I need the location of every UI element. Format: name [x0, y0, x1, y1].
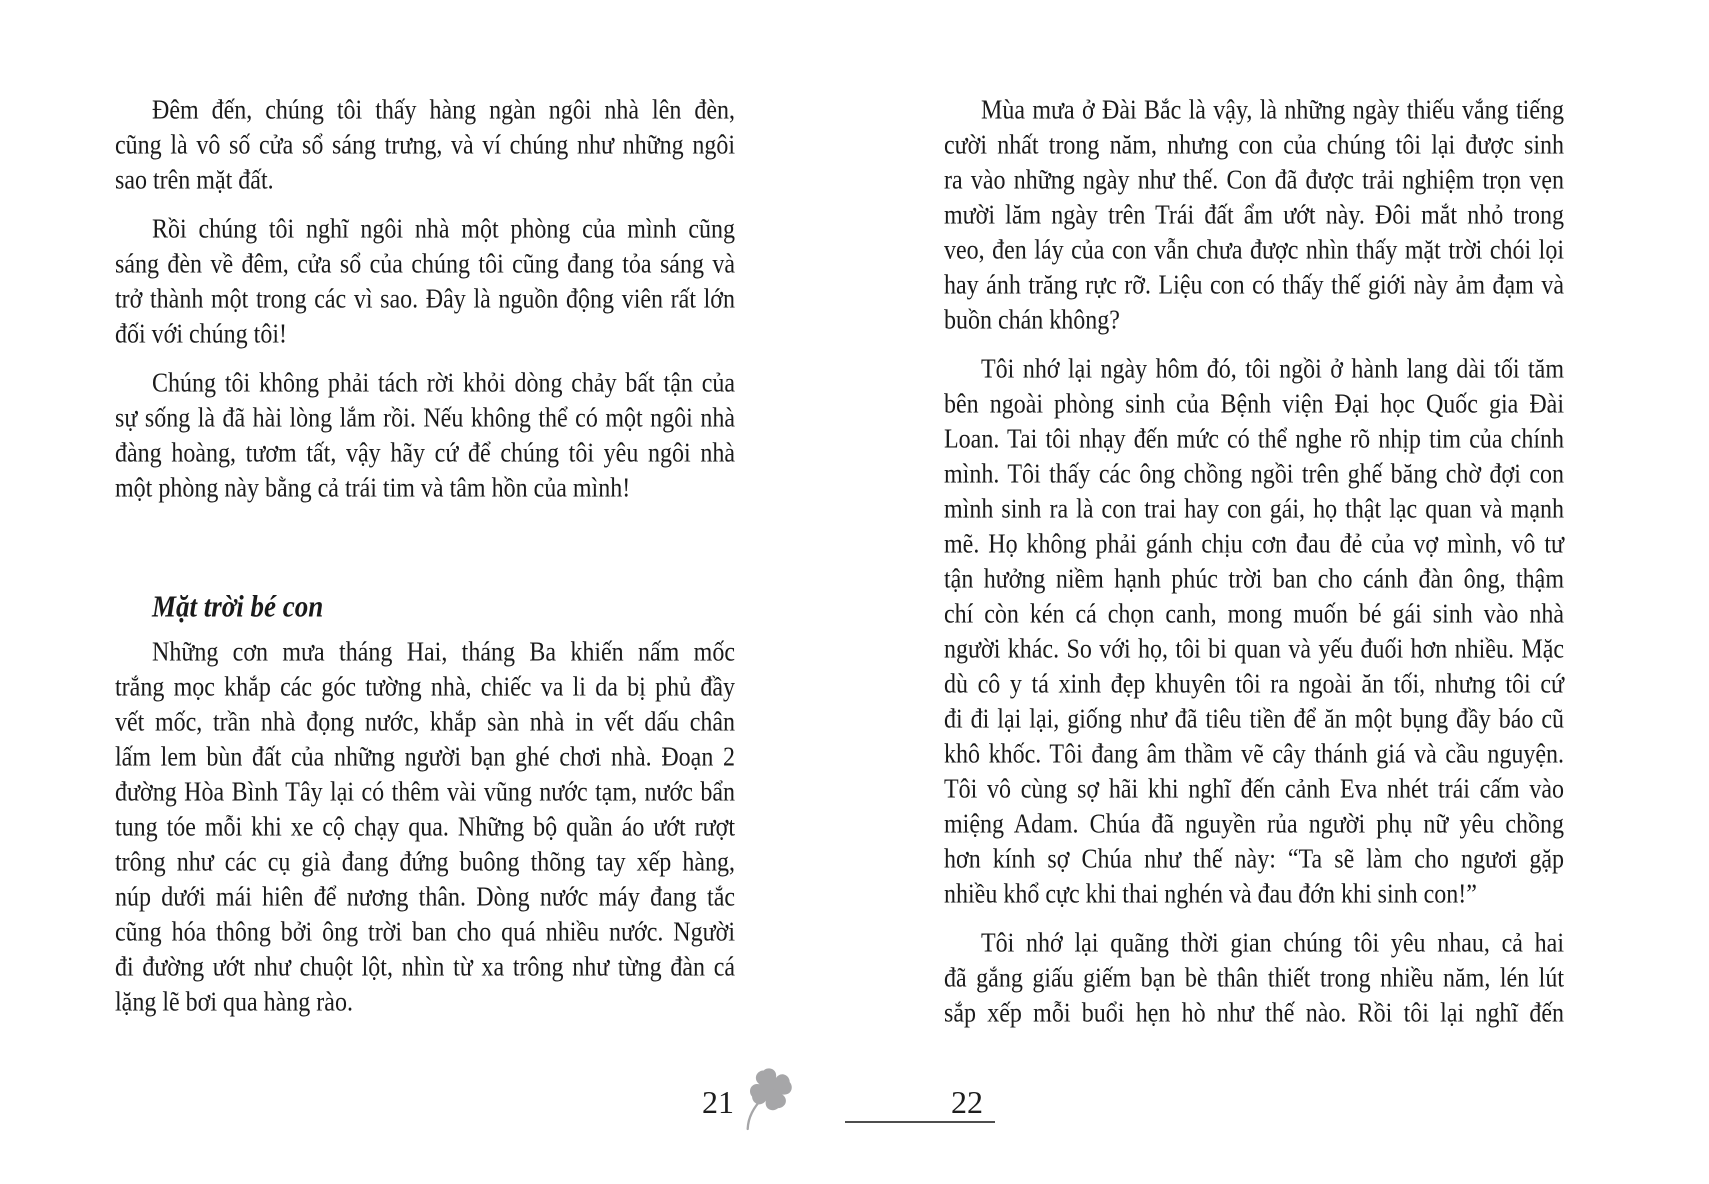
text-line: mẽ. Họ không phải gánh chịu cơn đau đẻ của vợ mình, vô tư — [944, 529, 1564, 560]
text-line: dù cô y tá xinh đẹp khuyên tôi ra ngoài ăn tối, nhưng tôi cứ — [944, 669, 1564, 700]
paragraph — [115, 367, 735, 507]
text-line: Rồi chúng tôi nghĩ ngôi nhà một phòng của mình cũng — [152, 214, 735, 245]
paragraph — [944, 94, 1564, 339]
text-line: đường Hòa Bình Tây lại có thêm vài vũng nước tạm, nước bẩn — [115, 777, 735, 808]
section-heading: Mặt trời bé con — [152, 588, 324, 624]
text-line: sự sống là đã hài lòng lắm rồi. Nếu không thể có một ngôi nhà — [115, 403, 735, 434]
text-line: Tôi nhớ lại quãng thời gian chúng tôi yêu nhau, cả hai — [981, 928, 1564, 959]
text-line: đối với chúng tôi! — [115, 319, 288, 350]
text-line: Loan. Tai tôi nhạy đến mức có thể nghe rõ nhịp tim của chính — [944, 424, 1564, 455]
text-line: đi đường ướt như chuột lột, nhìn từ xa trông như từng đàn cá — [115, 952, 735, 983]
text-line: người khác. So với họ, tôi bi quan và yếu đuối hơn nhiều. Mặc — [944, 634, 1564, 665]
text-line: sắp xếp mỗi buổi hẹn hò như thế nào. Rồi tôi lại nghĩ đến — [944, 998, 1564, 1029]
text-line: bên ngoài phòng sinh của Bệnh viện Đại học Quốc gia Đài — [944, 389, 1564, 420]
footer-rule — [845, 1121, 995, 1123]
text-line: trắng mọc khắp các góc tường nhà, chiếc va li da bị phủ đầy — [115, 672, 735, 703]
text-line: núp dưới mái hiên để nương thân. Dòng nước máy đang tắc — [115, 882, 735, 913]
text-line: hơn kính sợ Chúa như thế này: “Ta sẽ làm cho ngươi gặp — [944, 844, 1564, 875]
text-line: hay ánh trăng rực rỡ. Liệu con có thấy thế giới này ảm đạm và — [944, 270, 1564, 301]
clover-icon — [739, 1063, 797, 1133]
text-line: cũng là vô số cửa sổ sáng trưng, và ví chúng như những ngôi — [115, 130, 735, 161]
text-line: chí còn kén cá chọn canh, mong muốn bé gái sinh vào nhà — [944, 599, 1564, 630]
text-line: đi đi lại lại, giống như đã tiêu tiền để ăn một bụng đầy báo cũ — [944, 704, 1564, 735]
text-line: nhiều khổ cực khi thai nghén và đau đớn khi sinh con!” — [944, 879, 1477, 910]
text-line: ra vào những ngày như thế. Con đã được trải nghiệm trọn vẹn — [944, 165, 1564, 196]
paragraph — [115, 94, 735, 199]
text-line: vết mốc, trần nhà đọng nước, khắp sàn nhà in vết dấu chân — [115, 707, 735, 738]
text-line: khô khốc. Tôi đang âm thầm vẽ cây thánh giá và cầu nguyện. — [944, 739, 1564, 770]
page-number-left: 21 — [702, 1084, 734, 1120]
text-line: tận hưởng niềm hạnh phúc trời ban cho cánh đàn ông, thậm — [944, 564, 1564, 595]
text-line: cười nhất trong năm, nhưng con của chúng tôi lại được sinh — [944, 130, 1564, 161]
text-line: buồn chán không? — [944, 305, 1120, 336]
text-line: mình sinh ra là con trai hay con gái, họ thật lạc quan và mạnh — [944, 494, 1564, 525]
paragraph — [115, 213, 735, 353]
text-line: Chúng tôi không phải tách rời khỏi dòng chảy bất tận của — [152, 368, 735, 399]
paragraph — [944, 927, 1564, 1032]
right-page-text — [944, 94, 1564, 1032]
text-line: trông như các cụ già đang đứng buông thõng tay xếp hàng, — [115, 847, 735, 878]
text-line: một phòng này bằng cả trái tim và tâm hồn của mình! — [115, 473, 631, 504]
page-number-right: 22 — [951, 1084, 983, 1120]
left-page-text — [115, 94, 735, 1021]
text-line: Tôi nhớ lại ngày hôm đó, tôi ngồi ở hành lang dài tối tăm — [981, 354, 1564, 385]
text-line: Mùa mưa ở Đài Bắc là vậy, là những ngày thiếu vắng tiếng — [981, 95, 1564, 126]
text-line: sao trên mặt đất. — [115, 165, 274, 196]
text-line: đàng hoàng, tươm tất, vậy hãy cứ để chúng tôi yêu ngôi nhà — [115, 438, 735, 469]
text-line: trở thành một trong các vì sao. Đây là nguồn động viên rất lớn — [115, 284, 735, 315]
text-line: lặng lẽ bơi qua hàng rào. — [115, 987, 353, 1018]
text-line: miệng Adam. Chúa đã nguyền rủa người phụ nữ yêu chồng — [944, 809, 1564, 840]
paragraph — [944, 353, 1564, 913]
text-line: tung tóe mỗi khi xe cộ chạy qua. Những bộ quần áo ướt rượt — [115, 812, 735, 843]
text-line: lấm lem bùn đất của những người bạn ghé chơi nhà. Đoạn 2 — [115, 742, 735, 773]
text-line: Những cơn mưa tháng Hai, tháng Ba khiến nấm mốc — [152, 637, 735, 668]
text-line: đã gắng giấu giếm bạn bè thân thiết trong nhiều năm, lén lút — [944, 963, 1564, 994]
text-line: veo, đen láy của con vẫn chưa được nhìn thấy mặt trời chói lọi — [944, 235, 1564, 266]
text-line: Đêm đến, chúng tôi thấy hàng ngàn ngôi nhà lên đèn, — [152, 95, 735, 126]
paragraph — [115, 636, 735, 1021]
text-line: mình. Tôi thấy các ông chồng ngồi trên ghế băng chờ đợi con — [944, 459, 1564, 490]
text-line: cũng hóa thông bởi ông trời ban cho quá nhiều nước. Người — [115, 917, 735, 948]
text-line: sáng đèn về đêm, cửa sổ của chúng tôi cũng đang tỏa sáng và — [115, 249, 735, 280]
text-line: Tôi vô cùng sợ hãi khi nghĩ đến cảnh Eva nhét trái cấm vào — [944, 774, 1564, 805]
text-line: mười lăm ngày trên Trái đất ẩm ướt này. Đôi mắt nhỏ trong — [944, 200, 1564, 231]
